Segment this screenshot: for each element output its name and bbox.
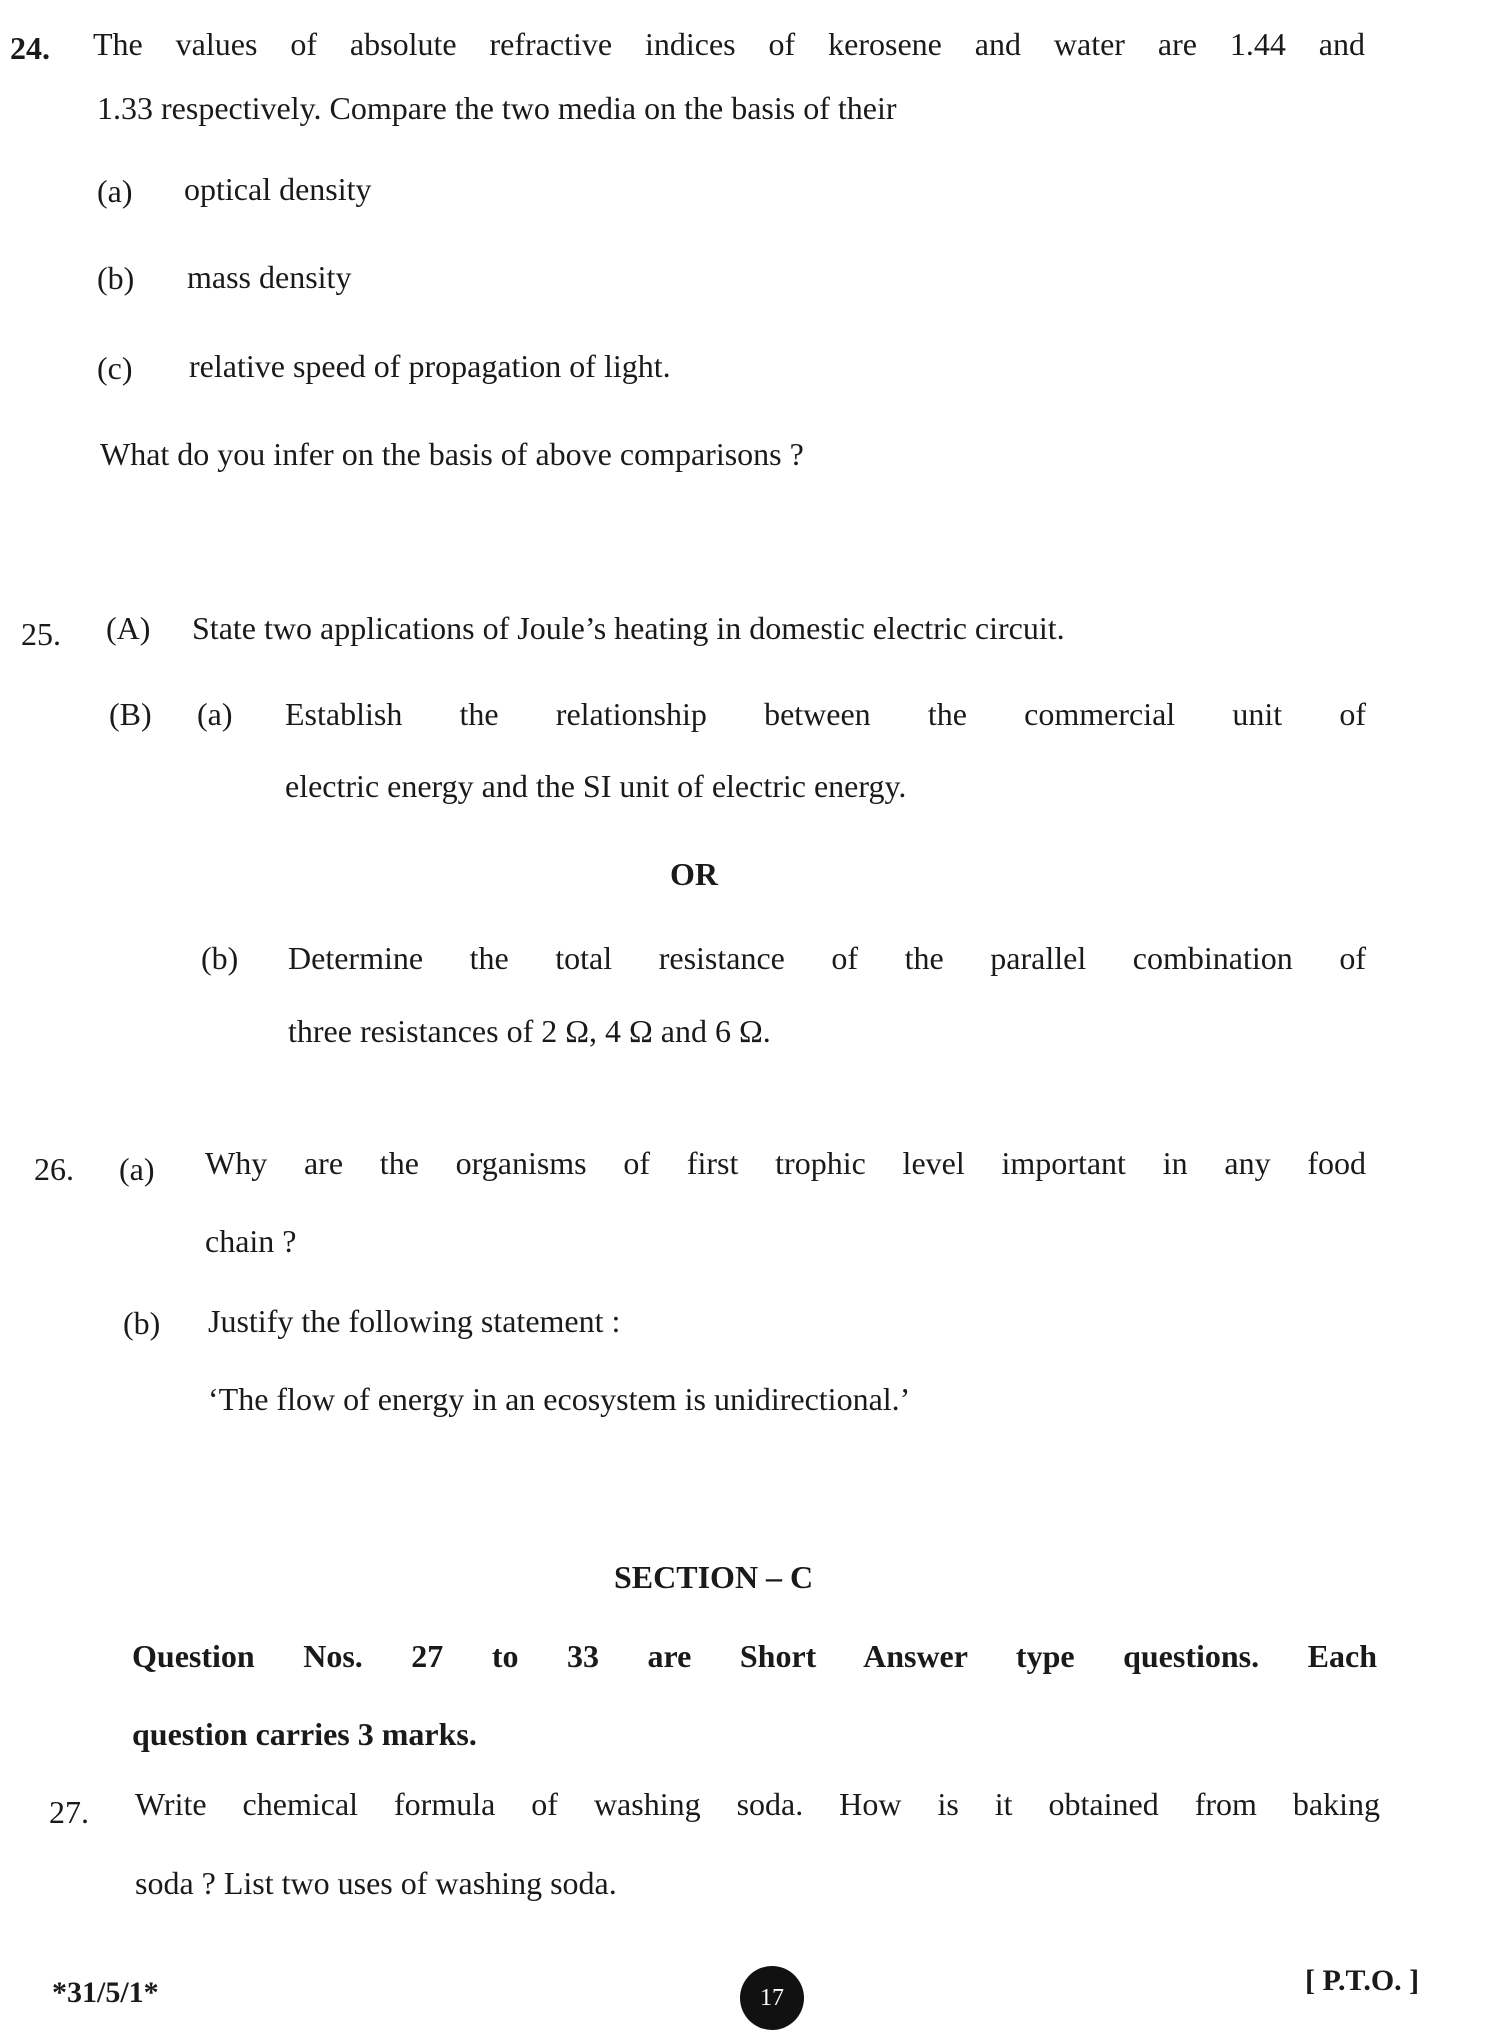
question-text: What do you infer on the basis of above comparisons ? — [100, 436, 804, 472]
part-text: Determine the total resistance of the parallel combination of — [288, 940, 1366, 976]
part-label: (a) — [119, 1151, 155, 1187]
part-text: three resistances of 2 Ω, 4 Ω and 6 Ω. — [288, 1013, 771, 1049]
part-label: (a) — [197, 696, 233, 732]
part-label: (B) — [109, 696, 152, 732]
part-text: Justify the following statement : — [208, 1303, 621, 1339]
page-number-badge — [740, 1966, 804, 2030]
part-label: (b) — [201, 940, 239, 976]
section-instructions: question carries 3 marks. — [132, 1716, 477, 1752]
part-label: (b) — [97, 260, 135, 296]
question-text: 1.33 respectively. Compare the two media on the basis of their — [97, 90, 897, 126]
part-text: chain ? — [205, 1223, 297, 1259]
part-text: Why are the organisms of first trophic level important in any food — [205, 1145, 1366, 1181]
part-text: electric energy and the SI unit of electric energy. — [285, 768, 907, 804]
part-label: (c) — [97, 350, 133, 386]
question-number: 24. — [10, 30, 50, 66]
section-title: SECTION – C — [614, 1559, 814, 1595]
section-instructions: Question Nos. 27 to 33 are Short Answer type questions. Each — [132, 1638, 1377, 1674]
part-text: Establish the relationship between the commercial unit of — [285, 696, 1366, 732]
part-label: (b) — [123, 1305, 161, 1341]
quoted-statement: ‘The flow of energy in an ecosystem is unidirectional.’ — [208, 1381, 911, 1417]
part-text: optical density — [184, 171, 372, 207]
page-number: 17 — [760, 1984, 784, 2011]
part-text: mass density — [187, 259, 352, 295]
question-text: Write chemical formula of washing soda. How is it obtained from baking — [135, 1786, 1380, 1822]
question-text: soda ? List two uses of washing soda. — [135, 1865, 617, 1901]
question-number: 26. — [34, 1151, 74, 1187]
part-text: relative speed of propagation of light. — [189, 348, 671, 384]
or-separator: OR — [670, 856, 718, 892]
pto-label: [ P.T.O. ] — [1305, 1964, 1420, 1997]
question-text: The values of absolute refractive indices of kerosene and water are 1.44 and — [93, 26, 1365, 62]
question-number: 25. — [21, 616, 61, 652]
part-text: State two applications of Joule’s heating in domestic electric circuit. — [192, 610, 1065, 646]
part-label: (a) — [97, 173, 133, 209]
question-number: 27. — [49, 1794, 89, 1830]
paper-code: *31/5/1* — [52, 1976, 159, 2009]
part-label: (A) — [106, 610, 151, 646]
